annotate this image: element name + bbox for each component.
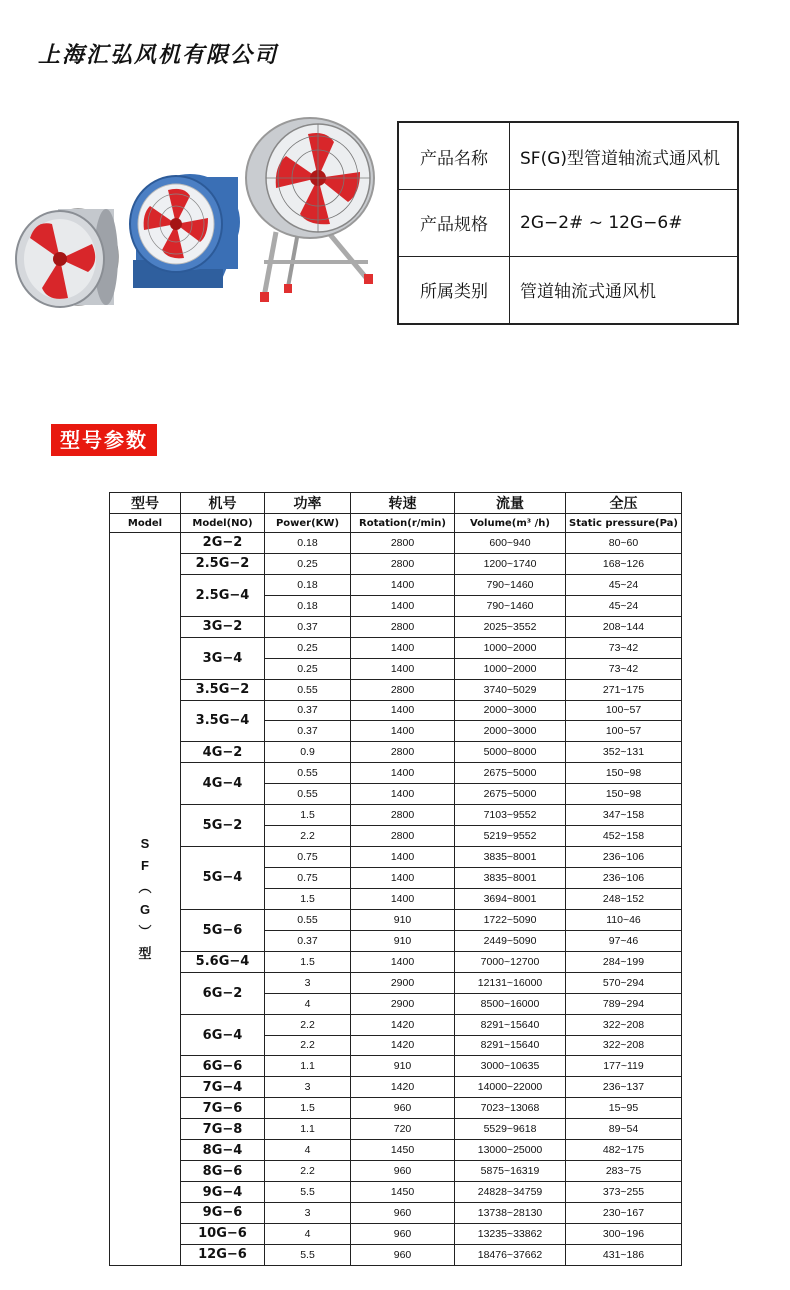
rotation-cell: 2800 (351, 742, 455, 763)
model-number-cell: 9G−4 (181, 1182, 265, 1203)
rotation-cell: 1400 (351, 637, 455, 658)
model-number-cell: 4G−2 (181, 742, 265, 763)
model-number-cell: 5G−6 (181, 909, 265, 951)
volume-cell: 3835~8001 (455, 847, 566, 868)
table-row (110, 553, 682, 574)
product-info-table (397, 121, 739, 325)
volume-cell: 13000~25000 (455, 1140, 566, 1161)
pressure-cell: 208~144 (566, 616, 682, 637)
model-number-cell: 7G−8 (181, 1119, 265, 1140)
volume-cell: 7023~13068 (455, 1098, 566, 1119)
model-number-cell: 5G−4 (181, 847, 265, 910)
header-model-no-zh: 机号 (181, 493, 265, 514)
power-cell: 0.18 (265, 574, 351, 595)
rotation-cell: 1400 (351, 888, 455, 909)
power-cell: 0.37 (265, 721, 351, 742)
volume-cell: 14000~22000 (455, 1077, 566, 1098)
power-cell: 1.1 (265, 1056, 351, 1077)
volume-cell: 1200~1740 (455, 553, 566, 574)
company-name: 上海汇弘风机有限公司 (38, 42, 279, 68)
power-cell: 1.5 (265, 951, 351, 972)
volume-cell: 3835~8001 (455, 868, 566, 889)
rotation-cell: 960 (351, 1203, 455, 1224)
pressure-cell: 482~175 (566, 1140, 682, 1161)
power-cell: 0.37 (265, 616, 351, 637)
rotation-cell: 960 (351, 1244, 455, 1265)
rotation-cell: 2800 (351, 533, 455, 554)
model-number-cell: 5G−2 (181, 805, 265, 847)
pressure-cell: 284~199 (566, 951, 682, 972)
volume-cell: 2675~5000 (455, 784, 566, 805)
power-cell: 3 (265, 1077, 351, 1098)
pressure-cell: 322~208 (566, 1014, 682, 1035)
rotation-cell: 2800 (351, 826, 455, 847)
series-label-cell (110, 533, 181, 1266)
rotation-cell: 960 (351, 1223, 455, 1244)
volume-cell: 3694~8001 (455, 888, 566, 909)
pressure-cell: 300~196 (566, 1223, 682, 1244)
power-cell: 5.5 (265, 1182, 351, 1203)
product-spec-row (398, 190, 738, 256)
table-row (110, 616, 682, 637)
table-row (110, 1223, 682, 1244)
header-power-zh: 功率 (265, 493, 351, 514)
pressure-cell: 352~131 (566, 742, 682, 763)
power-cell: 0.18 (265, 533, 351, 554)
header-volume-en: Volume(m³ /h) (455, 514, 566, 533)
table-row (110, 847, 682, 868)
power-cell: 5.5 (265, 1244, 351, 1265)
model-number-cell: 8G−6 (181, 1161, 265, 1182)
header-rotation-en: Rotation(r/min) (351, 514, 455, 533)
pressure-cell: 230~167 (566, 1203, 682, 1224)
pressure-cell: 97~46 (566, 930, 682, 951)
power-cell: 4 (265, 1140, 351, 1161)
table-row (110, 1203, 682, 1224)
power-cell: 1.5 (265, 805, 351, 826)
volume-cell: 5219~9552 (455, 826, 566, 847)
power-cell: 0.9 (265, 742, 351, 763)
rotation-cell: 2800 (351, 679, 455, 700)
power-cell: 0.55 (265, 679, 351, 700)
model-number-cell: 5.6G−4 (181, 951, 265, 972)
pressure-cell: 150~98 (566, 763, 682, 784)
product-category-row (398, 256, 738, 324)
volume-cell: 790~1460 (455, 574, 566, 595)
header-model-no-en: Model(NO) (181, 514, 265, 533)
header-volume-zh: 流量 (455, 493, 566, 514)
table-row (110, 805, 682, 826)
pressure-cell: 80~60 (566, 533, 682, 554)
power-cell: 0.18 (265, 595, 351, 616)
model-number-cell: 6G−6 (181, 1056, 265, 1077)
product-name-value: SF(G)型管道轴流式通风机 (510, 122, 739, 190)
rotation-cell: 2900 (351, 993, 455, 1014)
pressure-cell: 452~158 (566, 826, 682, 847)
power-cell: 1.5 (265, 1098, 351, 1119)
volume-cell: 2025~3552 (455, 616, 566, 637)
volume-cell: 7103~9552 (455, 805, 566, 826)
table-row (110, 1182, 682, 1203)
power-cell: 0.55 (265, 763, 351, 784)
rotation-cell: 910 (351, 930, 455, 951)
power-cell: 0.25 (265, 637, 351, 658)
model-number-cell: 9G−6 (181, 1203, 265, 1224)
series-label-char: ︶ (138, 923, 152, 939)
power-cell: 4 (265, 993, 351, 1014)
rotation-cell: 1400 (351, 574, 455, 595)
rotation-cell: 2800 (351, 616, 455, 637)
power-cell: 2.2 (265, 1014, 351, 1035)
volume-cell: 2449~5090 (455, 930, 566, 951)
rotation-cell: 1400 (351, 658, 455, 679)
pressure-cell: 89~54 (566, 1119, 682, 1140)
pressure-cell: 100~57 (566, 721, 682, 742)
rotation-cell: 1400 (351, 721, 455, 742)
blue-fan-image (130, 174, 240, 288)
power-cell: 0.37 (265, 930, 351, 951)
volume-cell: 24828~34759 (455, 1182, 566, 1203)
power-cell: 0.75 (265, 847, 351, 868)
volume-cell: 5875~16319 (455, 1161, 566, 1182)
volume-cell: 2000~3000 (455, 721, 566, 742)
rotation-cell: 1400 (351, 847, 455, 868)
volume-cell: 2000~3000 (455, 700, 566, 721)
rotation-cell: 1420 (351, 1014, 455, 1035)
header-row-zh (110, 493, 682, 514)
table-row (110, 1244, 682, 1265)
model-number-cell: 6G−4 (181, 1014, 265, 1056)
power-cell: 0.75 (265, 868, 351, 889)
volume-cell: 3740~5029 (455, 679, 566, 700)
model-number-cell: 2.5G−4 (181, 574, 265, 616)
header-pressure-en: Static pressure(Pa) (566, 514, 682, 533)
wall-fan-image (16, 209, 118, 307)
model-number-cell: 3G−2 (181, 616, 265, 637)
volume-cell: 13738~28130 (455, 1203, 566, 1224)
table-row (110, 742, 682, 763)
header-power-en: Power(KW) (265, 514, 351, 533)
rotation-cell: 1400 (351, 951, 455, 972)
header-pressure-zh: 全压 (566, 493, 682, 514)
rotation-cell: 910 (351, 1056, 455, 1077)
pressure-cell: 431~186 (566, 1244, 682, 1265)
table-row (110, 1119, 682, 1140)
rotation-cell: 1420 (351, 1035, 455, 1056)
volume-cell: 8291~15640 (455, 1035, 566, 1056)
pressure-cell: 110~46 (566, 909, 682, 930)
volume-cell: 5529~9618 (455, 1119, 566, 1140)
product-name-label: 产品名称 (398, 122, 510, 190)
power-cell: 0.25 (265, 553, 351, 574)
product-name-row (398, 122, 738, 190)
pressure-cell: 45~24 (566, 574, 682, 595)
table-row (110, 1056, 682, 1077)
pressure-cell: 322~208 (566, 1035, 682, 1056)
volume-cell: 7000~12700 (455, 951, 566, 972)
table-row (110, 909, 682, 930)
pressure-cell: 373~255 (566, 1182, 682, 1203)
volume-cell: 600~940 (455, 533, 566, 554)
table-row (110, 700, 682, 721)
product-category-value: 管道轴流式通风机 (510, 256, 739, 324)
model-number-cell: 3G−4 (181, 637, 265, 679)
header-model-zh: 型号 (110, 493, 181, 514)
table-row (110, 951, 682, 972)
model-number-cell: 10G−6 (181, 1223, 265, 1244)
power-cell: 1.1 (265, 1119, 351, 1140)
volume-cell: 790~1460 (455, 595, 566, 616)
series-label-char: 型 (138, 945, 152, 961)
section-title-badge: 型号参数 (51, 424, 157, 456)
rotation-cell: 1400 (351, 763, 455, 784)
pressure-cell: 347~158 (566, 805, 682, 826)
product-category-label: 所属类别 (398, 256, 510, 324)
model-number-cell: 7G−4 (181, 1077, 265, 1098)
table-row (110, 1140, 682, 1161)
power-cell: 3 (265, 972, 351, 993)
power-cell: 3 (265, 1203, 351, 1224)
pressure-cell: 236~106 (566, 847, 682, 868)
pressure-cell: 236~137 (566, 1077, 682, 1098)
volume-cell: 13235~33862 (455, 1223, 566, 1244)
model-number-cell: 8G−4 (181, 1140, 265, 1161)
rotation-cell: 1420 (351, 1077, 455, 1098)
floor-fan-image (246, 118, 374, 302)
power-cell: 2.2 (265, 826, 351, 847)
table-row (110, 637, 682, 658)
volume-cell: 18476~37662 (455, 1244, 566, 1265)
rotation-cell: 910 (351, 909, 455, 930)
volume-cell: 2675~5000 (455, 763, 566, 784)
model-number-cell: 3.5G−2 (181, 679, 265, 700)
model-number-cell: 7G−6 (181, 1098, 265, 1119)
pressure-cell: 15~95 (566, 1098, 682, 1119)
product-spec-label: 产品规格 (398, 190, 510, 256)
header-model-en: Model (110, 514, 181, 533)
model-number-cell: 3.5G−4 (181, 700, 265, 742)
pressure-cell: 73~42 (566, 658, 682, 679)
table-row (110, 1161, 682, 1182)
rotation-cell: 1400 (351, 784, 455, 805)
model-number-cell: 12G−6 (181, 1244, 265, 1265)
series-label-char: F (141, 857, 149, 873)
rotation-cell: 960 (351, 1098, 455, 1119)
pressure-cell: 168~126 (566, 553, 682, 574)
pressure-cell: 789~294 (566, 993, 682, 1014)
rotation-cell: 960 (351, 1161, 455, 1182)
table-row (110, 972, 682, 993)
volume-cell: 12131~16000 (455, 972, 566, 993)
header-row-en (110, 514, 682, 533)
rotation-cell: 1400 (351, 595, 455, 616)
pressure-cell: 271~175 (566, 679, 682, 700)
rotation-cell: 2800 (351, 805, 455, 826)
model-parameter-table (109, 492, 682, 1266)
rotation-cell: 2900 (351, 972, 455, 993)
pressure-cell: 100~57 (566, 700, 682, 721)
pressure-cell: 283~75 (566, 1161, 682, 1182)
rotation-cell: 2800 (351, 553, 455, 574)
rotation-cell: 1400 (351, 868, 455, 889)
power-cell: 4 (265, 1223, 351, 1244)
model-number-cell: 6G−2 (181, 972, 265, 1014)
rotation-cell: 1400 (351, 700, 455, 721)
pressure-cell: 73~42 (566, 637, 682, 658)
rotation-cell: 1450 (351, 1182, 455, 1203)
volume-cell: 8291~15640 (455, 1014, 566, 1035)
pressure-cell: 150~98 (566, 784, 682, 805)
model-number-cell: 4G−4 (181, 763, 265, 805)
series-label-char: S (140, 835, 150, 851)
table-row (110, 1014, 682, 1035)
power-cell: 0.37 (265, 700, 351, 721)
pressure-cell: 570~294 (566, 972, 682, 993)
series-label-char: ︵ (138, 879, 152, 895)
volume-cell: 1000~2000 (455, 658, 566, 679)
power-cell: 0.25 (265, 658, 351, 679)
pressure-cell: 177~119 (566, 1056, 682, 1077)
pressure-cell: 45~24 (566, 595, 682, 616)
volume-cell: 8500~16000 (455, 993, 566, 1014)
power-cell: 2.2 (265, 1161, 351, 1182)
volume-cell: 5000~8000 (455, 742, 566, 763)
table-row (110, 1098, 682, 1119)
table-body (110, 533, 682, 1266)
table-row (110, 574, 682, 595)
power-cell: 0.55 (265, 909, 351, 930)
power-cell: 1.5 (265, 888, 351, 909)
header-rotation-zh: 转速 (351, 493, 455, 514)
table-row (110, 679, 682, 700)
power-cell: 0.55 (265, 784, 351, 805)
volume-cell: 1722~5090 (455, 909, 566, 930)
product-spec-value: 2G−2# ~ 12G−6# (510, 190, 739, 256)
rotation-cell: 720 (351, 1119, 455, 1140)
series-label-char: G (139, 901, 151, 917)
table-row (110, 533, 682, 554)
table-row (110, 763, 682, 784)
model-number-cell: 2.5G−2 (181, 553, 265, 574)
rotation-cell: 1450 (351, 1140, 455, 1161)
pressure-cell: 236~106 (566, 868, 682, 889)
volume-cell: 1000~2000 (455, 637, 566, 658)
power-cell: 2.2 (265, 1035, 351, 1056)
product-photo (8, 112, 388, 312)
pressure-cell: 248~152 (566, 888, 682, 909)
volume-cell: 3000~10635 (455, 1056, 566, 1077)
table-row (110, 1077, 682, 1098)
model-number-cell: 2G−2 (181, 533, 265, 554)
